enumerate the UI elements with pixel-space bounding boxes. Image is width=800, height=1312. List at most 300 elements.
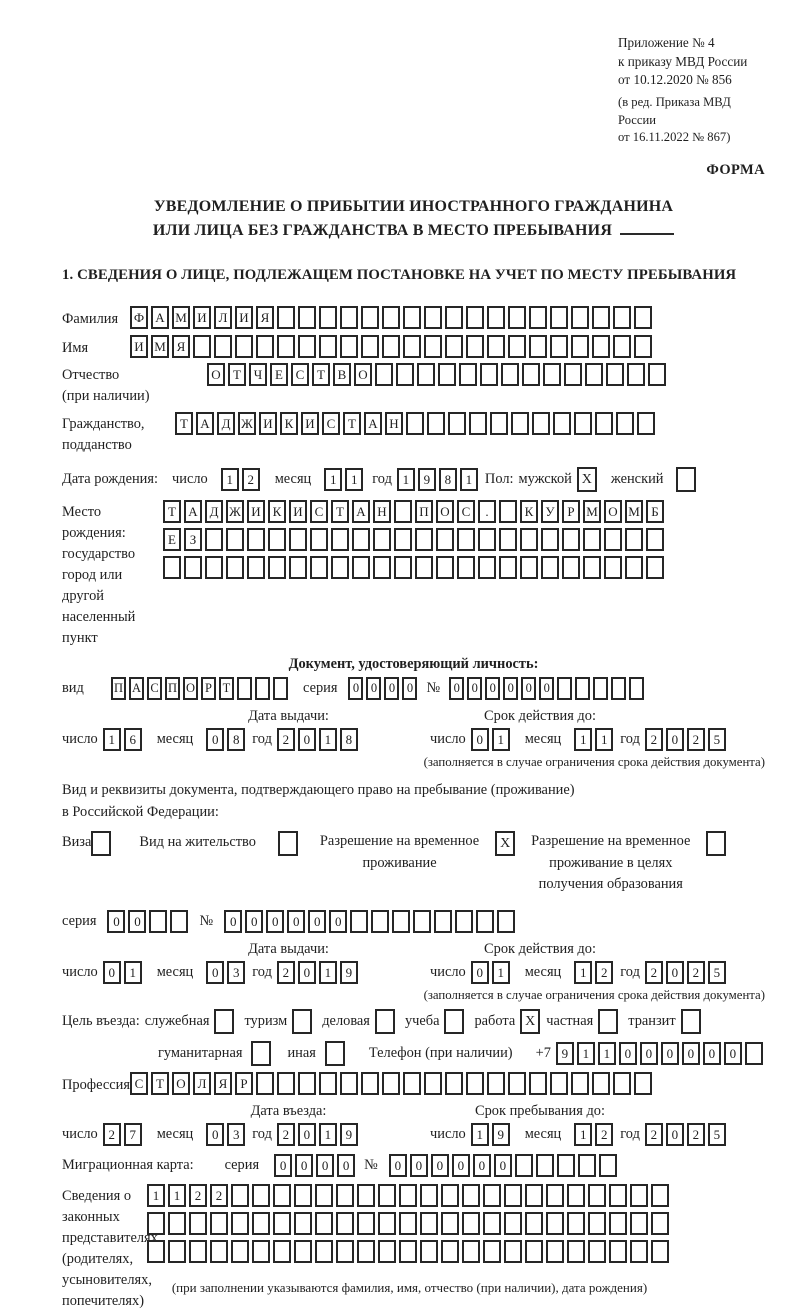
char-box[interactable]: 0 (503, 677, 518, 700)
char-box[interactable]: 2 (277, 961, 295, 984)
char-box[interactable]: 1 (103, 728, 121, 751)
char-box[interactable] (294, 1240, 312, 1263)
char-box[interactable] (457, 528, 475, 551)
char-box[interactable] (520, 556, 538, 579)
char-box[interactable] (319, 306, 337, 329)
char-box[interactable] (529, 306, 547, 329)
char-box[interactable]: У (541, 500, 559, 523)
char-box[interactable] (646, 556, 664, 579)
char-box[interactable]: Е (163, 528, 181, 551)
char-box[interactable]: 7 (124, 1123, 142, 1146)
char-box[interactable] (508, 306, 526, 329)
char-box[interactable]: 0 (295, 1154, 313, 1177)
char-box[interactable] (310, 556, 328, 579)
char-box[interactable]: 0 (724, 1042, 742, 1065)
char-box[interactable]: 0 (107, 910, 125, 933)
char-box[interactable] (487, 306, 505, 329)
char-box[interactable]: А (364, 412, 382, 435)
humanitarian-checkbox[interactable] (251, 1041, 271, 1066)
char-box[interactable] (357, 1212, 375, 1235)
char-box[interactable] (445, 335, 463, 358)
char-box[interactable]: 3 (227, 1123, 245, 1146)
char-box[interactable]: 1 (319, 728, 337, 751)
char-box[interactable] (373, 556, 391, 579)
char-box[interactable] (567, 1184, 585, 1207)
char-box[interactable]: 1 (345, 468, 363, 491)
char-box[interactable]: 0 (287, 910, 305, 933)
char-box[interactable]: 0 (266, 910, 284, 933)
char-box[interactable] (294, 1184, 312, 1207)
char-box[interactable]: 1 (595, 728, 613, 751)
other-purpose-checkbox[interactable] (325, 1041, 345, 1066)
char-box[interactable]: Ж (226, 500, 244, 523)
char-box[interactable] (214, 335, 232, 358)
char-box[interactable]: Т (163, 500, 181, 523)
char-box[interactable]: 1 (574, 728, 592, 751)
char-box[interactable] (629, 677, 644, 700)
char-box[interactable]: 0 (389, 1154, 407, 1177)
char-box[interactable] (478, 556, 496, 579)
char-box[interactable]: 0 (539, 677, 554, 700)
char-box[interactable]: 2 (103, 1123, 121, 1146)
char-box[interactable]: 0 (245, 910, 263, 933)
char-box[interactable] (583, 556, 601, 579)
char-box[interactable] (483, 1184, 501, 1207)
official-checkbox[interactable] (214, 1009, 234, 1034)
char-box[interactable]: 8 (439, 468, 457, 491)
char-box[interactable]: . (478, 500, 496, 523)
char-box[interactable] (205, 528, 223, 551)
char-box[interactable] (469, 412, 487, 435)
char-box[interactable] (613, 335, 631, 358)
char-box[interactable] (625, 556, 643, 579)
char-box[interactable]: Р (562, 500, 580, 523)
char-box[interactable] (406, 412, 424, 435)
char-box[interactable] (646, 528, 664, 551)
char-box[interactable] (564, 363, 582, 386)
char-box[interactable] (336, 1184, 354, 1207)
char-box[interactable]: О (207, 363, 225, 386)
char-box[interactable] (357, 1240, 375, 1263)
char-box[interactable] (163, 556, 181, 579)
char-box[interactable] (382, 335, 400, 358)
char-box[interactable]: 1 (397, 468, 415, 491)
char-box[interactable]: 0 (298, 728, 316, 751)
char-box[interactable]: С (457, 500, 475, 523)
char-box[interactable] (168, 1240, 186, 1263)
char-box[interactable] (462, 1184, 480, 1207)
char-box[interactable] (490, 412, 508, 435)
char-box[interactable] (448, 412, 466, 435)
char-box[interactable]: 0 (128, 910, 146, 933)
char-box[interactable] (466, 335, 484, 358)
char-box[interactable] (595, 412, 613, 435)
char-box[interactable] (585, 363, 603, 386)
char-box[interactable]: М (151, 335, 169, 358)
char-box[interactable] (268, 528, 286, 551)
char-box[interactable]: 0 (329, 910, 347, 933)
char-box[interactable] (231, 1240, 249, 1263)
char-box[interactable]: Т (331, 500, 349, 523)
char-box[interactable] (445, 1072, 463, 1095)
char-box[interactable]: Ж (238, 412, 256, 435)
char-box[interactable] (331, 556, 349, 579)
char-box[interactable]: 2 (189, 1184, 207, 1207)
char-box[interactable] (273, 1212, 291, 1235)
char-box[interactable]: И (289, 500, 307, 523)
char-box[interactable] (256, 1072, 274, 1095)
char-box[interactable] (525, 1184, 543, 1207)
char-box[interactable] (571, 306, 589, 329)
char-box[interactable] (550, 335, 568, 358)
char-box[interactable] (583, 528, 601, 551)
char-box[interactable] (459, 363, 477, 386)
char-box[interactable] (436, 528, 454, 551)
char-box[interactable] (319, 1072, 337, 1095)
transit-checkbox[interactable] (681, 1009, 701, 1034)
char-box[interactable] (651, 1240, 669, 1263)
char-box[interactable] (298, 335, 316, 358)
study-checkbox[interactable] (444, 1009, 464, 1034)
char-box[interactable] (336, 1212, 354, 1235)
char-box[interactable]: 0 (103, 961, 121, 984)
char-box[interactable] (504, 1240, 522, 1263)
char-box[interactable] (609, 1212, 627, 1235)
char-box[interactable] (210, 1212, 228, 1235)
char-box[interactable] (499, 528, 517, 551)
char-box[interactable] (424, 1072, 442, 1095)
char-box[interactable] (593, 677, 608, 700)
char-box[interactable] (578, 1154, 596, 1177)
char-box[interactable]: 0 (619, 1042, 637, 1065)
char-box[interactable] (478, 528, 496, 551)
char-box[interactable] (310, 528, 328, 551)
char-box[interactable] (399, 1240, 417, 1263)
char-box[interactable] (487, 335, 505, 358)
char-box[interactable] (394, 500, 412, 523)
char-box[interactable]: 1 (460, 468, 478, 491)
char-box[interactable]: М (625, 500, 643, 523)
char-box[interactable]: 9 (556, 1042, 574, 1065)
char-box[interactable] (252, 1212, 270, 1235)
char-box[interactable] (375, 363, 393, 386)
char-box[interactable]: Д (205, 500, 223, 523)
char-box[interactable]: 1 (319, 961, 337, 984)
char-box[interactable] (403, 335, 421, 358)
char-box[interactable]: 0 (471, 961, 489, 984)
char-box[interactable]: 0 (224, 910, 242, 933)
char-box[interactable]: Е (270, 363, 288, 386)
char-box[interactable]: А (352, 500, 370, 523)
female-checkbox[interactable] (676, 467, 696, 492)
char-box[interactable]: 1 (471, 1123, 489, 1146)
char-box[interactable] (651, 1212, 669, 1235)
char-box[interactable] (189, 1212, 207, 1235)
char-box[interactable] (532, 412, 550, 435)
char-box[interactable] (441, 1212, 459, 1235)
char-box[interactable] (613, 1072, 631, 1095)
char-box[interactable]: З (184, 528, 202, 551)
char-box[interactable] (557, 677, 572, 700)
char-box[interactable]: 2 (645, 1123, 663, 1146)
char-box[interactable] (525, 1240, 543, 1263)
char-box[interactable]: Т (175, 412, 193, 435)
char-box[interactable] (634, 335, 652, 358)
char-box[interactable]: Т (219, 677, 234, 700)
char-box[interactable] (522, 363, 540, 386)
char-box[interactable] (499, 500, 517, 523)
char-box[interactable]: 0 (431, 1154, 449, 1177)
char-box[interactable] (466, 306, 484, 329)
char-box[interactable] (606, 363, 624, 386)
char-box[interactable]: П (165, 677, 180, 700)
char-box[interactable]: С (310, 500, 328, 523)
char-box[interactable]: О (183, 677, 198, 700)
char-box[interactable]: Я (256, 306, 274, 329)
tourism-checkbox[interactable] (292, 1009, 312, 1034)
char-box[interactable]: 1 (124, 961, 142, 984)
char-box[interactable]: 1 (492, 961, 510, 984)
char-box[interactable] (231, 1212, 249, 1235)
char-box[interactable]: 1 (574, 1123, 592, 1146)
char-box[interactable] (289, 528, 307, 551)
char-box[interactable] (315, 1184, 333, 1207)
char-box[interactable] (480, 363, 498, 386)
char-box[interactable] (546, 1184, 564, 1207)
char-box[interactable] (436, 556, 454, 579)
char-box[interactable]: И (259, 412, 277, 435)
char-box[interactable]: 0 (640, 1042, 658, 1065)
char-box[interactable]: Л (214, 306, 232, 329)
char-box[interactable] (289, 556, 307, 579)
char-box[interactable] (361, 306, 379, 329)
char-box[interactable] (361, 335, 379, 358)
char-box[interactable] (441, 1184, 459, 1207)
char-box[interactable] (546, 1212, 564, 1235)
char-box[interactable]: 0 (485, 677, 500, 700)
char-box[interactable]: А (196, 412, 214, 435)
char-box[interactable]: 0 (467, 677, 482, 700)
char-box[interactable] (441, 1240, 459, 1263)
char-box[interactable] (378, 1240, 396, 1263)
char-box[interactable]: С (147, 677, 162, 700)
char-box[interactable]: 0 (348, 677, 363, 700)
char-box[interactable] (277, 1072, 295, 1095)
char-box[interactable] (168, 1212, 186, 1235)
char-box[interactable]: 6 (124, 728, 142, 751)
char-box[interactable] (382, 1072, 400, 1095)
char-box[interactable]: В (333, 363, 351, 386)
char-box[interactable]: 3 (227, 961, 245, 984)
char-box[interactable]: Л (193, 1072, 211, 1095)
char-box[interactable]: 1 (577, 1042, 595, 1065)
char-box[interactable] (550, 1072, 568, 1095)
char-box[interactable]: 0 (449, 677, 464, 700)
char-box[interactable] (413, 910, 431, 933)
char-box[interactable] (508, 335, 526, 358)
char-box[interactable] (226, 528, 244, 551)
char-box[interactable]: К (268, 500, 286, 523)
residence-permit-checkbox[interactable] (278, 831, 298, 856)
char-box[interactable] (361, 1072, 379, 1095)
char-box[interactable] (536, 1154, 554, 1177)
char-box[interactable]: К (280, 412, 298, 435)
char-box[interactable] (604, 528, 622, 551)
char-box[interactable] (149, 910, 167, 933)
char-box[interactable] (457, 556, 475, 579)
char-box[interactable] (525, 1212, 543, 1235)
char-box[interactable] (520, 528, 538, 551)
char-box[interactable]: 0 (666, 961, 684, 984)
char-box[interactable] (170, 910, 188, 933)
char-box[interactable] (567, 1212, 585, 1235)
char-box[interactable]: Б (646, 500, 664, 523)
char-box[interactable]: 0 (452, 1154, 470, 1177)
char-box[interactable]: 2 (687, 961, 705, 984)
char-box[interactable] (438, 363, 456, 386)
char-box[interactable]: 0 (316, 1154, 334, 1177)
char-box[interactable]: 0 (666, 728, 684, 751)
char-box[interactable] (553, 412, 571, 435)
char-box[interactable] (424, 306, 442, 329)
char-box[interactable]: И (193, 306, 211, 329)
char-box[interactable] (630, 1184, 648, 1207)
char-box[interactable] (508, 1072, 526, 1095)
char-box[interactable]: Я (172, 335, 190, 358)
char-box[interactable] (651, 1184, 669, 1207)
char-box[interactable] (483, 1212, 501, 1235)
char-box[interactable] (252, 1240, 270, 1263)
char-box[interactable]: Р (201, 677, 216, 700)
char-box[interactable] (592, 306, 610, 329)
char-box[interactable]: 5 (708, 1123, 726, 1146)
char-box[interactable]: 8 (340, 728, 358, 751)
char-box[interactable] (331, 528, 349, 551)
char-box[interactable]: 2 (645, 961, 663, 984)
char-box[interactable] (147, 1240, 165, 1263)
char-box[interactable]: 0 (384, 677, 399, 700)
char-box[interactable] (373, 528, 391, 551)
char-box[interactable]: 0 (298, 1123, 316, 1146)
char-box[interactable]: 9 (340, 961, 358, 984)
char-box[interactable] (588, 1212, 606, 1235)
char-box[interactable]: К (520, 500, 538, 523)
char-box[interactable]: 5 (708, 728, 726, 751)
char-box[interactable] (298, 306, 316, 329)
char-box[interactable] (567, 1240, 585, 1263)
char-box[interactable] (648, 363, 666, 386)
char-box[interactable]: 2 (242, 468, 260, 491)
char-box[interactable]: 0 (402, 677, 417, 700)
char-box[interactable]: Т (228, 363, 246, 386)
char-box[interactable] (277, 335, 295, 358)
char-box[interactable]: 1 (324, 468, 342, 491)
char-box[interactable] (394, 556, 412, 579)
char-box[interactable] (499, 556, 517, 579)
char-box[interactable] (515, 1154, 533, 1177)
char-box[interactable]: 2 (687, 728, 705, 751)
char-box[interactable]: 9 (418, 468, 436, 491)
char-box[interactable] (745, 1042, 763, 1065)
char-box[interactable]: 2 (210, 1184, 228, 1207)
char-box[interactable] (394, 528, 412, 551)
char-box[interactable] (417, 363, 435, 386)
char-box[interactable] (420, 1184, 438, 1207)
char-box[interactable]: 0 (206, 1123, 224, 1146)
char-box[interactable]: С (130, 1072, 148, 1095)
char-box[interactable] (541, 528, 559, 551)
char-box[interactable]: 0 (666, 1123, 684, 1146)
char-box[interactable] (424, 335, 442, 358)
char-box[interactable]: О (604, 500, 622, 523)
char-box[interactable]: М (583, 500, 601, 523)
char-box[interactable]: 0 (521, 677, 536, 700)
char-box[interactable]: 8 (227, 728, 245, 751)
char-box[interactable] (497, 910, 515, 933)
char-box[interactable]: И (247, 500, 265, 523)
char-box[interactable] (184, 556, 202, 579)
char-box[interactable] (427, 412, 445, 435)
char-box[interactable]: 1 (168, 1184, 186, 1207)
char-box[interactable]: 0 (703, 1042, 721, 1065)
char-box[interactable] (455, 910, 473, 933)
char-box[interactable]: 0 (206, 728, 224, 751)
char-box[interactable] (574, 412, 592, 435)
char-box[interactable] (378, 1184, 396, 1207)
char-box[interactable]: Я (214, 1072, 232, 1095)
char-box[interactable] (634, 1072, 652, 1095)
char-box[interactable] (319, 335, 337, 358)
work-checkbox[interactable]: X (520, 1009, 540, 1034)
char-box[interactable]: 0 (410, 1154, 428, 1177)
char-box[interactable] (147, 1212, 165, 1235)
char-box[interactable] (466, 1072, 484, 1095)
char-box[interactable]: 2 (595, 1123, 613, 1146)
char-box[interactable]: О (354, 363, 372, 386)
char-box[interactable] (352, 528, 370, 551)
char-box[interactable] (637, 412, 655, 435)
char-box[interactable] (571, 1072, 589, 1095)
char-box[interactable]: Т (343, 412, 361, 435)
char-box[interactable] (340, 306, 358, 329)
char-box[interactable] (268, 556, 286, 579)
char-box[interactable] (550, 306, 568, 329)
char-box[interactable] (392, 910, 410, 933)
char-box[interactable]: О (172, 1072, 190, 1095)
char-box[interactable] (529, 335, 547, 358)
char-box[interactable] (399, 1212, 417, 1235)
char-box[interactable] (557, 1154, 575, 1177)
temp-permit-checkbox[interactable]: X (495, 831, 515, 856)
char-box[interactable]: Т (151, 1072, 169, 1095)
char-box[interactable] (627, 363, 645, 386)
char-box[interactable]: Ф (130, 306, 148, 329)
char-box[interactable] (420, 1240, 438, 1263)
char-box[interactable] (546, 1240, 564, 1263)
char-box[interactable]: 1 (598, 1042, 616, 1065)
char-box[interactable]: С (322, 412, 340, 435)
char-box[interactable] (350, 910, 368, 933)
char-box[interactable] (588, 1184, 606, 1207)
char-box[interactable] (616, 412, 634, 435)
char-box[interactable] (511, 412, 529, 435)
char-box[interactable]: А (129, 677, 144, 700)
char-box[interactable]: 0 (494, 1154, 512, 1177)
char-box[interactable] (434, 910, 452, 933)
char-box[interactable]: 1 (319, 1123, 337, 1146)
char-box[interactable] (415, 556, 433, 579)
char-box[interactable] (609, 1184, 627, 1207)
